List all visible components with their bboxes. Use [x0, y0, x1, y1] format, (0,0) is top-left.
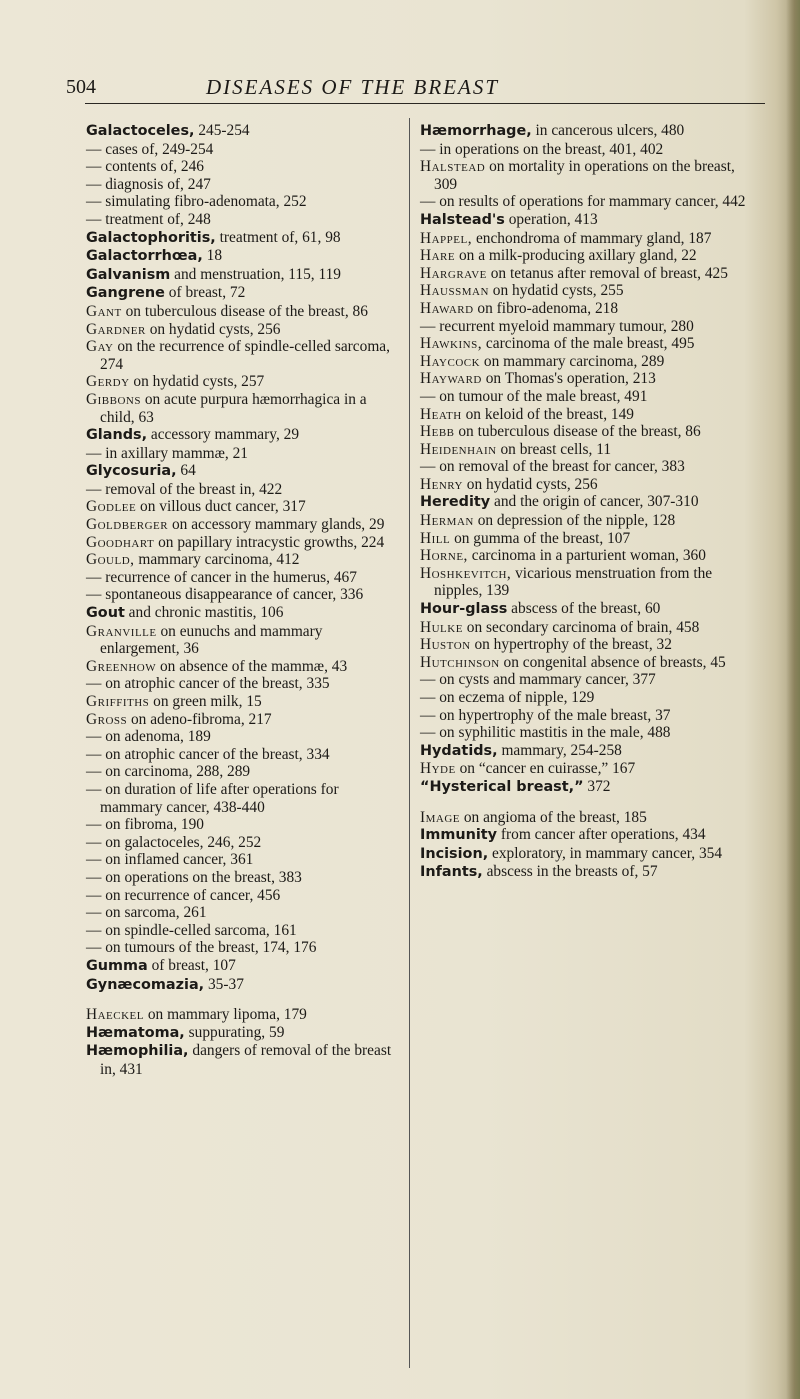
entry-author: Hebb: [420, 423, 455, 441]
entry-text: and the origin of cancer, 307-310: [490, 493, 699, 511]
index-entry: [86, 658, 404, 676]
index-entry: [420, 423, 752, 441]
index-entry: [86, 851, 404, 869]
index-entry: [86, 391, 404, 426]
entry-text: on fibro-adenoma, 218: [473, 299, 619, 317]
entry-text: on the recurrence of spindle-celled sarcoma, 274: [100, 338, 390, 373]
index-entry: [86, 922, 404, 940]
entry-text: — on fibroma, 190: [86, 816, 204, 834]
index-entry: [86, 1006, 404, 1024]
section-gap: [86, 994, 404, 1006]
index-entry: [420, 441, 752, 459]
index-entry: [420, 512, 752, 530]
index-entry: [86, 834, 404, 852]
entry-text: on absence of the mammæ, 43: [156, 657, 348, 675]
entry-text: — on carcinoma, 288, 289: [86, 763, 251, 781]
entry-author: Image: [420, 808, 461, 826]
index-entry: [86, 176, 404, 194]
index-entry: [86, 746, 404, 764]
page-edge-shadow: [786, 0, 800, 1399]
index-entry: [86, 904, 404, 922]
entry-text: enchondroma of mammary gland, 187: [472, 229, 712, 247]
index-column-right: [420, 122, 752, 882]
index-entry: [86, 887, 404, 905]
entry-text: on tetanus after removal of breast, 425: [486, 264, 728, 282]
index-entry: [86, 1024, 404, 1043]
index-entry: [86, 122, 404, 141]
entry-text: — recurrent myeloid mammary tumour, 280: [420, 317, 694, 335]
entry-heading: Hæmorrhage,: [420, 123, 532, 139]
index-entry: [420, 458, 752, 476]
column-divider: [409, 118, 410, 1368]
index-entry: [420, 141, 752, 159]
entry-text: of breast, 72: [164, 284, 246, 302]
entry-text: — on atrophic cancer of the breast, 334: [86, 745, 330, 763]
index-entry: [420, 158, 752, 193]
entry-text: — recurrence of cancer in the humerus, 467: [86, 568, 357, 586]
index-entry: [420, 247, 752, 265]
entry-author: Hutchinson: [420, 653, 500, 671]
entry-text: — on results of operations for mammary cancer, 442: [420, 193, 746, 211]
entry-text: on eunuchs and mammary enlargement, 36: [100, 622, 323, 658]
entry-text: on secondary carcinoma of brain, 458: [462, 618, 700, 636]
entry-heading: Immunity: [420, 827, 498, 844]
entry-text: 245-254: [194, 122, 250, 139]
index-entry: [420, 724, 752, 742]
index-entry: [86, 781, 404, 816]
running-title: DISEASES OF THE BREAST: [206, 75, 500, 99]
entry-author: Greenhow: [86, 657, 157, 675]
entry-author: Gross: [86, 710, 128, 728]
entry-text: vicarious menstruation from the nipples, 139: [434, 564, 713, 600]
entry-text: — on adenoma, 189: [86, 728, 211, 746]
index-entry: [420, 211, 752, 230]
index-entry: [420, 600, 752, 619]
index-entry: [86, 211, 404, 229]
entry-heading: Gout: [86, 605, 125, 622]
entry-text: on tuberculous disease of the breast, 86: [121, 302, 368, 320]
index-entry: [86, 623, 404, 658]
entry-text: — on duration of life after operations for mammary cancer, 438-440: [86, 780, 339, 816]
entry-text: — on inflamed cancer, 361: [86, 851, 254, 869]
entry-text: carcinoma of the male breast, 495: [482, 335, 695, 353]
entry-text: mammary, 254-258: [497, 741, 622, 759]
entry-text: abscess in the breasts of, 57: [482, 863, 658, 881]
entry-text: — on recurrence of cancer, 456: [86, 886, 281, 904]
entry-text: on green milk, 15: [149, 693, 262, 710]
entry-heading: “Hysterical breast,”: [420, 778, 584, 795]
index-entry: [420, 318, 752, 336]
entry-text: — on atrophic cancer of the breast, 335: [86, 675, 330, 693]
index-entry: [420, 353, 752, 371]
entry-author: Haussman: [420, 282, 489, 300]
entry-text: of breast, 107: [147, 956, 236, 974]
index-entry: [420, 619, 752, 637]
index-entry: [86, 604, 404, 623]
entry-heading: Heredity: [420, 494, 491, 511]
index-entry: [420, 742, 752, 761]
index-entry: [86, 957, 404, 976]
index-entry: [86, 586, 404, 604]
entry-author: Gerdy: [86, 373, 130, 391]
entry-text: — on cysts and mammary cancer, 377: [420, 671, 656, 689]
entry-author: Godlee: [86, 498, 137, 516]
entry-text: treatment of, 61, 98: [215, 228, 341, 246]
entry-author: Hargrave: [420, 264, 487, 282]
index-entry: [420, 636, 752, 654]
entry-text: on hydatid cysts, 256: [462, 475, 598, 493]
index-entry: [420, 282, 752, 300]
entry-author: Hulke: [420, 618, 463, 636]
index-entry: [86, 498, 404, 516]
index-entry: [86, 816, 404, 834]
entry-text: on adeno-fibroma, 217: [127, 710, 272, 728]
index-entry: [86, 939, 404, 957]
entry-author: Hare: [420, 247, 456, 265]
index-entry: [420, 778, 752, 797]
entry-author: Gould,: [86, 551, 135, 569]
entry-text: on gumma of the breast, 107: [450, 529, 631, 547]
entry-author: Henry: [420, 475, 463, 493]
entry-text: on villous duct cancer, 317: [136, 498, 306, 516]
index-entry: [86, 266, 404, 285]
entry-text: — on removal of the breast for cancer, 383: [420, 458, 685, 476]
index-entry: [420, 689, 752, 707]
index-entry: [420, 530, 752, 548]
index-entry: [420, 476, 752, 494]
entry-text: on hypertrophy of the breast, 32: [470, 636, 672, 654]
entry-text: on acute purpura hæmorrhagica in a child, 63: [100, 390, 367, 426]
entry-text: accessory mammary, 29: [147, 426, 300, 444]
entry-text: — simulating fibro-adenomata, 252: [86, 193, 307, 211]
index-entry: [86, 693, 404, 711]
entry-heading: Infants,: [420, 864, 483, 881]
index-entry: [420, 845, 752, 864]
entry-heading: Hæmophilia,: [86, 1043, 189, 1060]
index-entry: [86, 247, 404, 266]
index-entry: [420, 388, 752, 406]
index-entry: [86, 338, 404, 373]
index-entry: [420, 654, 752, 672]
index-entry: [86, 321, 404, 339]
index-entry: [420, 809, 752, 827]
entry-text: 372: [583, 777, 611, 795]
index-entry: [420, 370, 752, 388]
entry-author: Gibbons: [86, 390, 141, 408]
entry-author: Hill: [420, 529, 451, 547]
entry-heading: Hydatids,: [420, 742, 498, 759]
entry-text: on “cancer en cuirasse,” 167: [455, 760, 636, 778]
header-rule: [85, 103, 765, 104]
entry-text: — on spindle-celled sarcoma, 161: [86, 921, 297, 939]
entry-text: — in operations on the breast, 401, 402: [420, 140, 664, 158]
entry-heading: Incision,: [420, 845, 489, 862]
index-entry: [86, 1042, 404, 1078]
entry-heading: Galvanism: [86, 266, 171, 283]
index-entry: [86, 445, 404, 463]
entry-text: on mortality in operations on the breast, 309: [434, 158, 735, 193]
entry-heading: Gumma: [86, 957, 148, 974]
entry-text: on mammary carcinoma, 289: [480, 352, 665, 370]
entry-text: 35-37: [204, 975, 244, 993]
entry-text: and chronic mastitis, 106: [124, 604, 284, 622]
entry-text: on congenital absence of breasts, 45: [499, 653, 726, 671]
entry-text: — on tumours of the breast, 174, 176: [86, 939, 317, 957]
entry-text: in cancerous ulcers, 480: [531, 122, 685, 139]
index-entry: [86, 551, 404, 569]
index-entry: [420, 193, 752, 211]
index-entry: [420, 265, 752, 283]
entry-author: Hawkins,: [420, 335, 483, 353]
entry-author: Gay: [86, 338, 114, 356]
entry-heading: Hæmatoma,: [86, 1024, 185, 1041]
index-entry: [420, 547, 752, 565]
index-entry: [420, 493, 752, 512]
entry-text: abscess of the breast, 60: [507, 600, 661, 618]
index-entry: [86, 869, 404, 887]
index-entry: [86, 462, 404, 481]
index-entry: [86, 426, 404, 445]
entry-author: Happel,: [420, 229, 473, 247]
entry-author: Gardner: [86, 320, 146, 338]
entry-author: Goodhart: [86, 533, 155, 551]
page-header: [66, 76, 756, 110]
entry-heading: Galactophoritis,: [86, 229, 216, 246]
entry-text: — on syphilitic mastitis in the male, 488: [420, 724, 671, 742]
entry-heading: Glycosuria,: [86, 463, 177, 480]
index-entry: [86, 763, 404, 781]
page-number: 504: [66, 76, 96, 98]
entry-text: — diagnosis of, 247: [86, 175, 211, 193]
entry-author: Hyde: [420, 760, 456, 778]
index-entry: [86, 303, 404, 321]
entry-text: operation, 413: [504, 210, 598, 228]
index-entry: [420, 300, 752, 318]
entry-heading: Halstead's: [420, 211, 505, 228]
entry-author: Heidenhain: [420, 440, 497, 458]
section-gap: [420, 797, 752, 809]
index-entry: [86, 976, 404, 995]
entry-author: Huston: [420, 636, 471, 654]
entry-text: on keloid of the breast, 149: [461, 405, 634, 423]
entry-text: exploratory, in mammary cancer, 354: [488, 844, 723, 862]
index-entry: [86, 193, 404, 211]
index-entry: [420, 707, 752, 725]
entry-text: from cancer after operations, 434: [497, 826, 706, 844]
entry-heading: Hour-glass: [420, 601, 508, 618]
index-entry: [86, 373, 404, 391]
entry-text: on a milk-producing axillary gland, 22: [455, 247, 697, 265]
entry-heading: Gynæcomazia,: [86, 976, 205, 993]
entry-text: — on eczema of nipple, 129: [420, 689, 595, 706]
entry-text: — on hypertrophy of the male breast, 37: [420, 706, 671, 724]
entry-text: on hydatid cysts, 257: [129, 373, 265, 391]
index-entry: [420, 335, 752, 353]
entry-author: Herman: [420, 512, 474, 530]
entry-text: — on operations on the breast, 383: [86, 868, 302, 886]
index-column-left: [86, 122, 404, 1078]
entry-author: Hoshkevitch,: [420, 564, 512, 582]
index-entry: [420, 671, 752, 689]
entry-text: carcinoma in a parturient woman, 360: [467, 547, 706, 565]
entry-heading: Galactorrhœa,: [86, 248, 203, 265]
entry-text: on depression of the nipple, 128: [473, 512, 676, 530]
index-entry: [86, 675, 404, 693]
index-entry: [86, 481, 404, 499]
index-entry: [420, 863, 752, 882]
entry-text: on papillary intracystic growths, 224: [154, 533, 385, 551]
index-entry: [86, 728, 404, 746]
entry-author: Granville: [86, 622, 157, 640]
entry-text: on breast cells, 11: [496, 440, 612, 458]
index-entry: [86, 711, 404, 729]
entry-text: — spontaneous disappearance of cancer, 336: [86, 586, 364, 604]
entry-text: 64: [176, 462, 196, 480]
entry-text: on tuberculous disease of the breast, 86: [454, 423, 701, 441]
entry-heading: Galactoceles,: [86, 123, 195, 139]
index-entry: [86, 284, 404, 303]
entry-text: on accessory mammary glands, 29: [168, 516, 385, 534]
entry-text: — treatment of, 248: [86, 210, 211, 228]
entry-text: on angioma of the breast, 185: [460, 808, 647, 826]
entry-text: suppurating, 59: [184, 1023, 285, 1041]
index-entry: [420, 230, 752, 248]
entry-text: — on sarcoma, 261: [86, 904, 207, 922]
entry-author: Gant: [86, 302, 122, 320]
index-entry: [86, 158, 404, 176]
entry-heading: Gangrene: [86, 285, 165, 302]
entry-author: Haeckel: [86, 1006, 144, 1024]
entry-author: Horne,: [420, 547, 468, 565]
index-entry: [420, 406, 752, 424]
entry-author: Halstead: [420, 158, 486, 176]
index-entry: [86, 141, 404, 159]
entry-text: — cases of, 249-254: [86, 140, 214, 158]
index-entry: [86, 229, 404, 248]
entry-heading: Glands,: [86, 427, 148, 444]
entry-text: on hydatid cysts, 255: [488, 282, 624, 300]
entry-text: on mammary lipoma, 179: [144, 1006, 307, 1024]
entry-text: on Thomas's operation, 213: [481, 370, 656, 388]
entry-author: Goldberger: [86, 516, 169, 534]
entry-text: — removal of the breast in, 422: [86, 480, 283, 498]
entry-text: — contents of, 246: [86, 158, 204, 176]
entry-text: mammary carcinoma, 412: [134, 551, 300, 569]
entry-author: Haycock: [420, 352, 481, 370]
entry-text: — on galactoceles, 246, 252: [86, 833, 262, 851]
entry-text: — in axillary mammæ, 21: [86, 444, 249, 462]
entry-text: and menstruation, 115, 119: [170, 265, 341, 283]
index-entry: [86, 534, 404, 552]
entry-author: Haward: [420, 299, 474, 317]
entry-text: on hydatid cysts, 256: [145, 320, 281, 338]
entry-text: dangers of removal of the breast in, 431: [100, 1042, 392, 1078]
index-entry: [86, 569, 404, 587]
entry-text: 18: [202, 247, 223, 265]
index-entry: [420, 760, 752, 778]
entry-author: Griffiths: [86, 693, 150, 710]
index-entry: [420, 826, 752, 845]
entry-text: — on tumour of the male breast, 491: [420, 387, 648, 405]
index-entry: [420, 565, 752, 600]
index-entry: [86, 516, 404, 534]
index-entry: [420, 122, 752, 141]
entry-author: Hayward: [420, 370, 482, 388]
entry-author: Heath: [420, 405, 462, 423]
